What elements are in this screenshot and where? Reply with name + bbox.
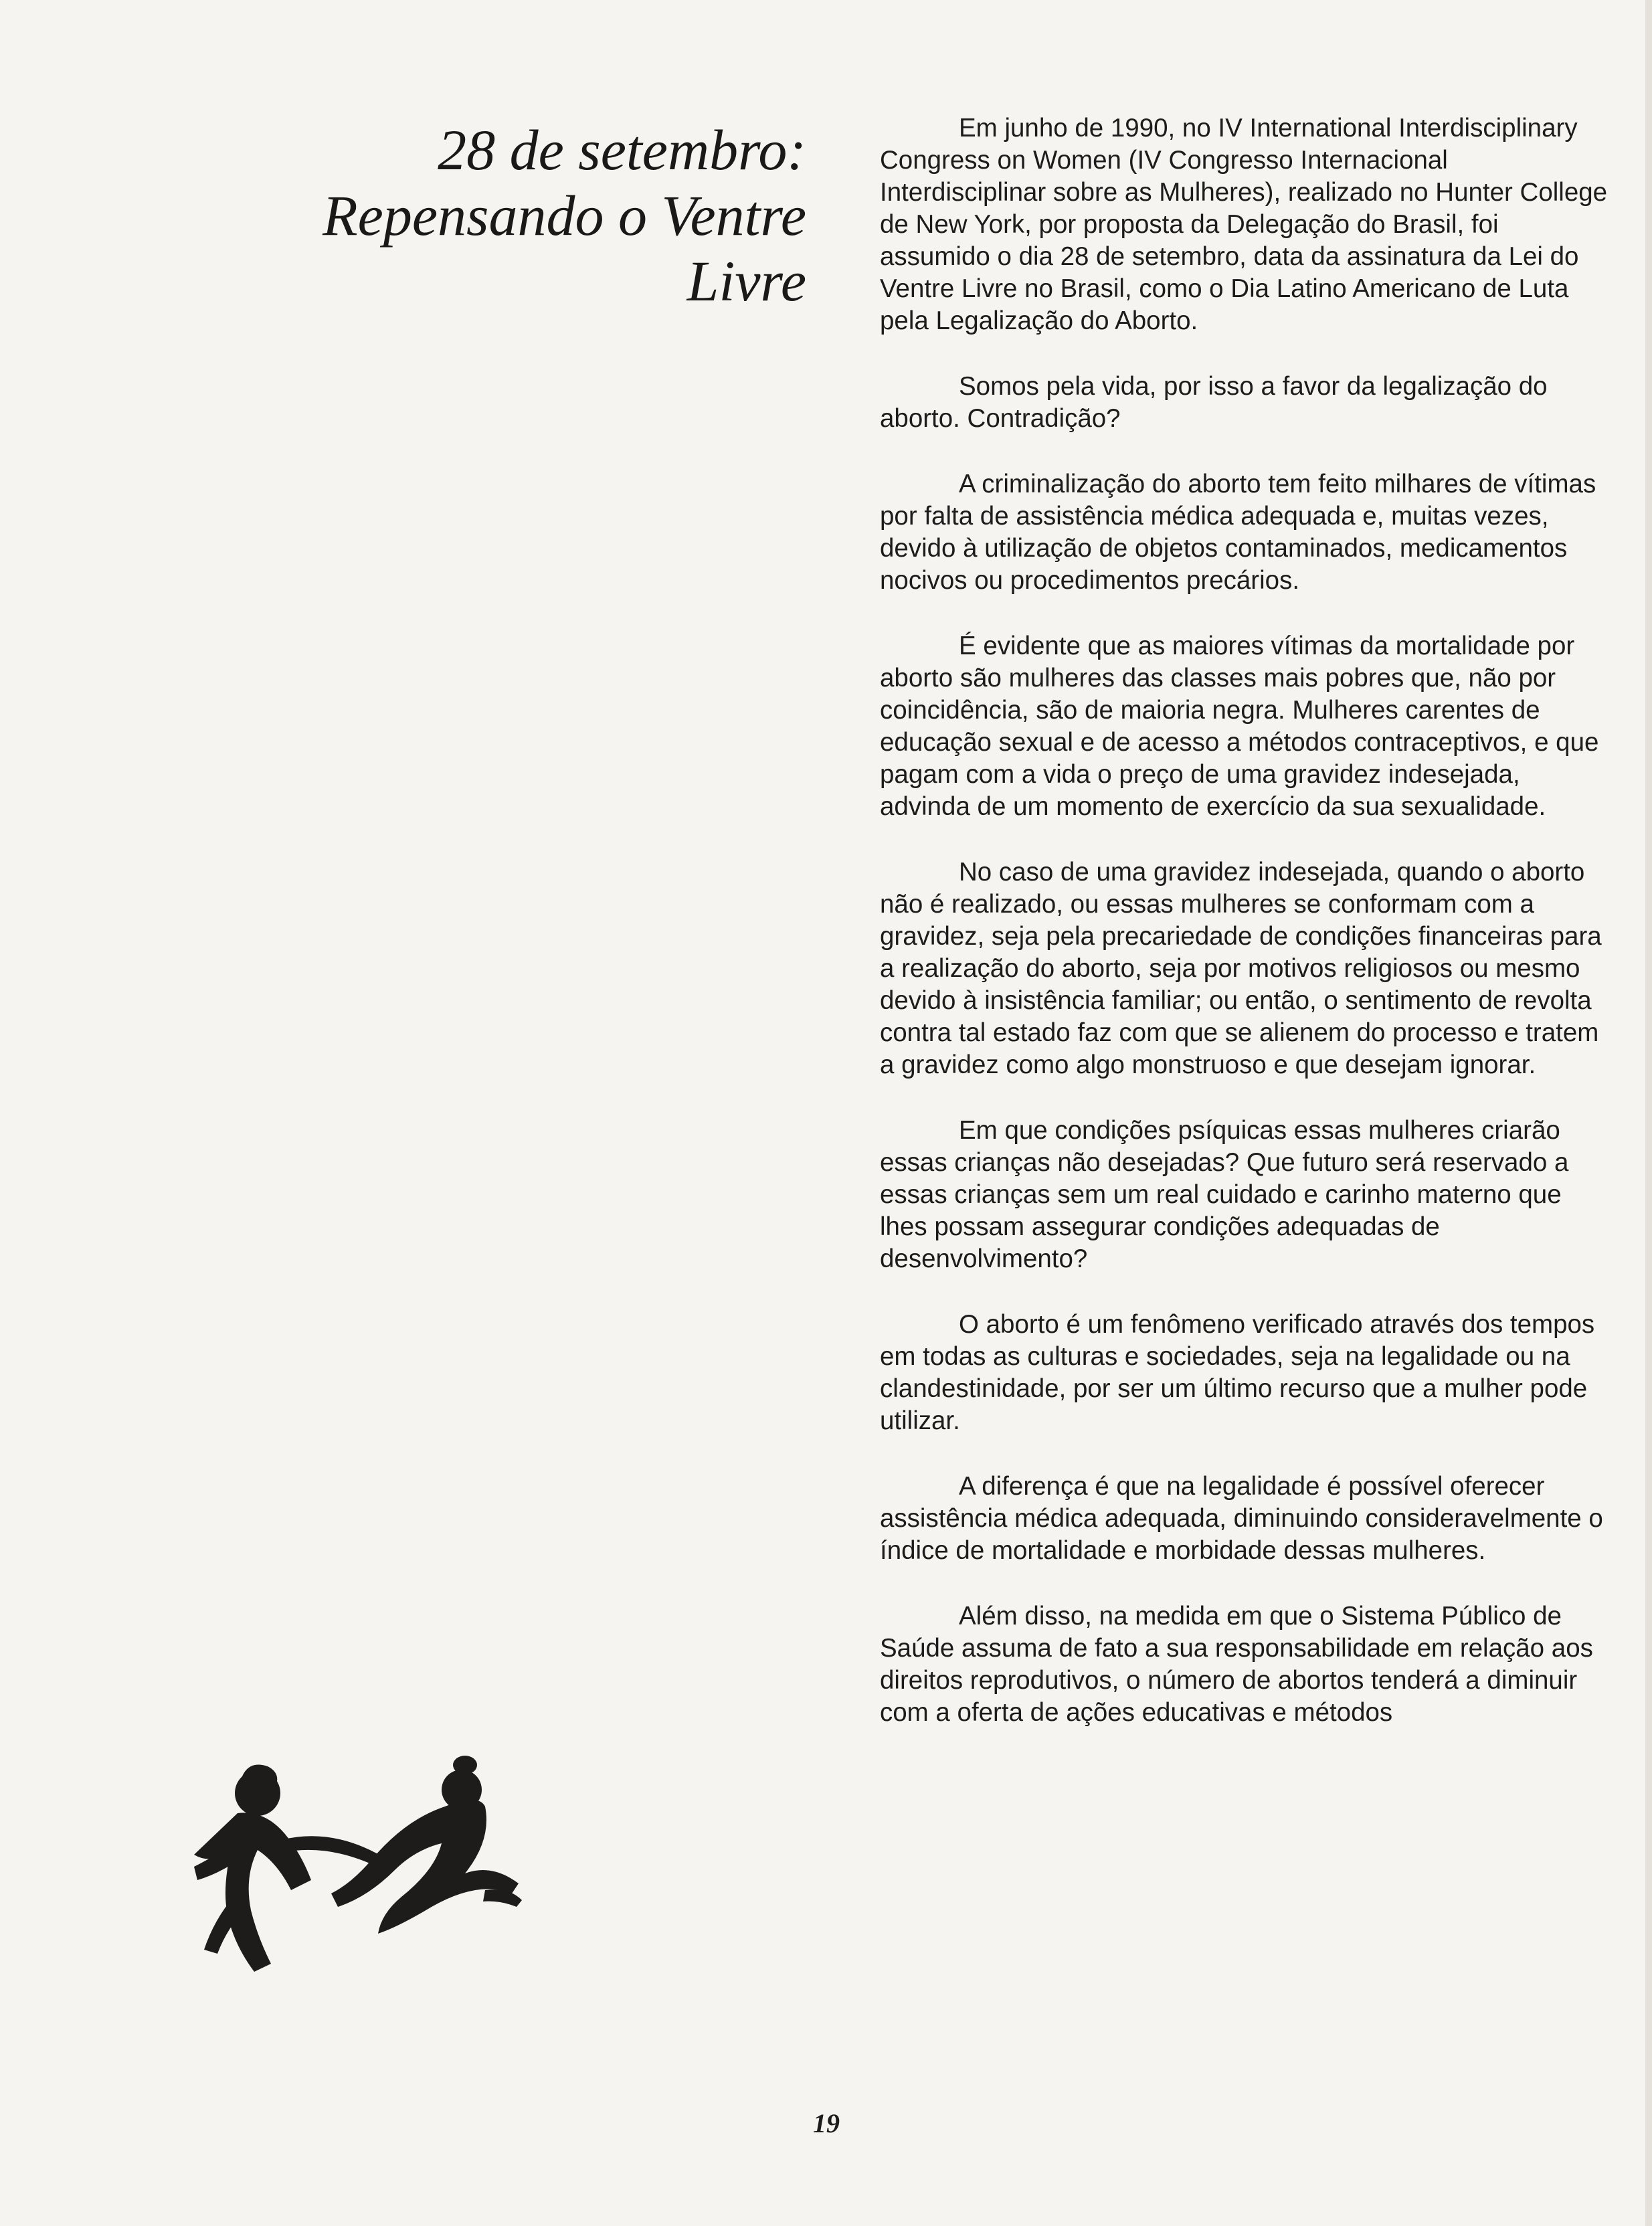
paragraph-8: A diferença é que na legalidade é possível oferecer assistência médica adequada, diminuindo consideravelmente o índice de mortalidade e morbidade dessas mulheres. [880,1472,1603,1565]
page-number: 19 [813,2108,840,2138]
page-edge-shadow [1645,0,1652,2226]
paragraph-2: Somos pela vida, por isso a favor da legalização do aborto. Contradição? [880,372,1548,433]
paragraph-3: A criminalização do aborto tem feito milhares de vítimas por falta de assistência médica adequada e, muitas vezes, devido à utilização de objetos contaminados, medicamentos nocivos ou procedimentos precários. [880,470,1596,595]
title-line-1: 28 de setembro: [438,118,806,182]
paragraph-5: No caso de uma gravidez indesejada, quando o aborto não é realizado, ou essas mulheres se conformam com a gravidez, seja pela precariedade de condições financeiras para a realização do aborto, seja por motivos religiosos ou mesmo devido à insistência familiar; ou então, o sentimento de revolta contra tal estado faz com que se alienem do processo e tratem a gravidez como algo monstruoso e que desejam ignorar. [880,858,1602,1079]
article-body [880,112,1609,1762]
title-line-3: Livre [686,249,806,313]
paragraph-6: Em que condições psíquicas essas mulheres criarão essas crianças não desejadas? Que futuro será reservado a essas crianças sem um real cuidado e carinho materno que lhes possam assegurar condições adequadas de desenvolvimento? [880,1116,1569,1273]
paragraph-7: O aborto é um fenômeno verificado através dos tempos em todas as culturas e sociedades, seja na legalidade ou na clandestinidade, por ser um último recurso que a mulher pode utilizar. [880,1310,1595,1435]
paragraph-9: Além disso, na medida em que o Sistema Público de Saúde assuma de fato a sua responsabilidade em relação aos direitos reprodutivos, o número de abortos tenderá a diminuir com a oferta de ações educativas e métodos [880,1602,1593,1727]
paragraph-4: É evidente que as maiores vítimas da mortalidade por aborto são mulheres das classes mais pobres que, não por coincidência, são de maioria negra. Mulheres carentes de educação sexual e de acesso a métodos contraceptivos, e que pagam com a vida o preço de uma gravidez indesejada, advinda de um momento de exercício da sua sexualidade. [880,632,1599,821]
page-title [100,117,806,314]
paragraph-1: Em junho de 1990, no IV International Interdisciplinary Congress on Women (IV Congresso Internacional Interdisciplinar sobre as Mulheres), realizado no Hunter College de New York, por proposta da Delegação do Brasil, foi assumido o dia 28 de setembro, data da assinatura da Lei do Ventre Livre no Brasil, como o Dia Latino Americano de Luta pela Legalização do Aborto. [880,114,1608,335]
title-line-2: Repensando o Ventre [323,183,806,248]
two-figures-pulling-silhouette-icon [181,1753,529,2007]
